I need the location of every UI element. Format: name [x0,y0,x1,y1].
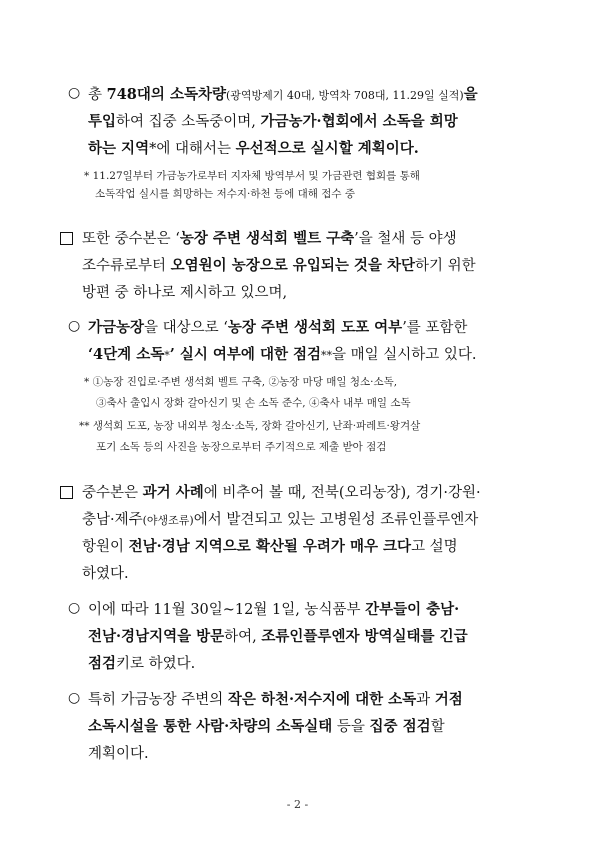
text-segment: 전남·경남지역을 방문 [88,628,225,645]
paragraph-line [82,227,457,248]
square-bullet-icon [60,486,73,499]
text-segment: 할 [430,719,445,735]
text-segment: 투입 [88,113,117,130]
text-segment: 에서 발견되고 있는 고병원성 조류인플루엔자 [193,512,479,528]
text-segment: 하는 지역 [88,140,150,157]
text-segment: 에 비추어 볼 때, 전북(오리농장), 경기·강원· [203,485,481,501]
text-segment: 하여 집중 소독중이며, [116,114,261,130]
text-segment: ‘4단계 소독 [88,346,165,363]
text-segment: 거점 [434,691,463,708]
text-segment: 가금농장 [88,319,145,336]
text-segment: 등을 [332,719,370,735]
text-segment: 충남·제주 [82,512,143,528]
text-segment: 중수본은 [82,485,143,501]
text-segment: 작은 하천·저수지에 대한 소독 [227,691,417,708]
text-segment: 하여, [224,629,262,645]
text-segment: 을 대상으로 ‘ [144,320,228,336]
text-segment: 농장 주변 생석회 벨트 구축 [179,230,355,247]
text-segment: ’을 철새 등 야생 [354,231,457,247]
square-bullet-icon [60,232,73,245]
paragraph-line [88,598,459,619]
circle-bullet-icon: ○ [68,85,81,101]
paragraph-line [88,110,458,131]
text-segment: *에 대해서는 [149,141,236,157]
circle-bullet-icon: ○ [68,600,81,616]
paragraph-line [82,508,478,529]
footnote-line: 소독작업 실시를 희망하는 저수지·하천 등에 대해 접수 중 [95,188,355,200]
text-segment: 또한 중수본은 ‘ [82,231,180,247]
text-segment: 항원이 [82,539,129,555]
text-segment: 전남·경남 지역으로 확산될 우려가 매우 크다 [128,538,412,555]
text-segment: 고 설명 [411,539,458,555]
text-segment: 집중 점검 [369,718,431,735]
text-segment: 소독시설을 통한 사람·차량의 소독실태 [88,718,333,735]
text-segment: (야생조류) [142,514,194,527]
text-segment: 조수류로부터 [82,258,171,274]
text-segment: 계획이다. [88,746,149,762]
paragraph-line [88,343,477,364]
footnote-line: 포기 소독 등의 사진을 농장으로부터 주기적으로 제출 받아 점검 [96,441,387,453]
page-number: - 2 - [286,798,309,811]
paragraph-line [88,137,419,158]
paragraph-line [88,742,149,763]
paragraph-line [82,254,476,275]
text-segment: 오염원이 농장으로 유입되는 것을 차단 [170,257,415,274]
text-segment: 가금농가·협회에서 소독을 희망 [260,113,458,130]
paragraph-line [88,316,467,337]
text-segment: 을 매일 실시하고 있다. [332,347,477,363]
text-segment: 점검 [88,655,117,672]
text-segment: 키로 하였다. [116,656,196,672]
circle-bullet-icon: ○ [68,690,81,706]
text-segment: 방편 중 하나로 제시하고 있으며, [82,285,288,301]
footnote-line: ③축사 출입시 장화 갈아신기 및 손 소독 준수, ④축사 내부 매일 소독 [96,397,411,409]
text-segment: 748대의 소독차량 [106,86,226,103]
text-segment: ’ 실시 여부에 대한 점검 [169,346,322,363]
paragraph-line [88,652,195,673]
text-segment: ’를 포함한 [402,320,468,336]
footnote-line: * 11.27일부터 가금농가로부터 지자체 방역부서 및 가금관련 협회를 통해 [84,170,420,182]
footnote-line: ** 생석회 도포, 농장 내외부 청소·소독, 장화 갈아신기, 난좌·파레트·왕겨살 [79,420,421,432]
circle-bullet-icon: ○ [68,318,81,334]
text-segment: 하였다. [82,566,129,582]
footnote-line: * ①농장 진입로·주변 생석회 벨트 구축, ②농장 마당 매일 청소·소독, [84,376,398,388]
paragraph-line [88,83,478,104]
text-segment: 우선적으로 실시할 계획이다. [235,140,419,157]
text-segment: 특히 가금농장 주변의 [88,692,228,708]
text-segment: ** [321,349,333,362]
text-segment: 이에 따라 11월 30일~12월 1일, 농식품부 [88,602,366,618]
text-segment: 과 [416,692,435,708]
paragraph-line [82,481,481,502]
text-segment: 을 [463,86,478,103]
paragraph-line [82,562,129,583]
paragraph-line [82,535,458,556]
text-segment: 간부들이 충남· [365,601,460,618]
text-segment: 농장 주변 생석회 도포 여부 [227,319,403,336]
paragraph-line [82,281,287,302]
paragraph-line [88,688,463,709]
text-segment: 조류인플루엔자 방역실태를 긴급 [261,628,468,645]
paragraph-line [88,625,468,646]
text-segment: (광역방제기 40대, 방역차 708대, 11.29일 실적) [225,89,464,102]
text-segment: 총 [88,87,107,103]
text-segment: 하기 위한 [414,258,476,274]
text-segment: 과거 사례 [142,484,204,501]
paragraph-line [88,715,445,736]
text-segment: * [164,349,170,362]
